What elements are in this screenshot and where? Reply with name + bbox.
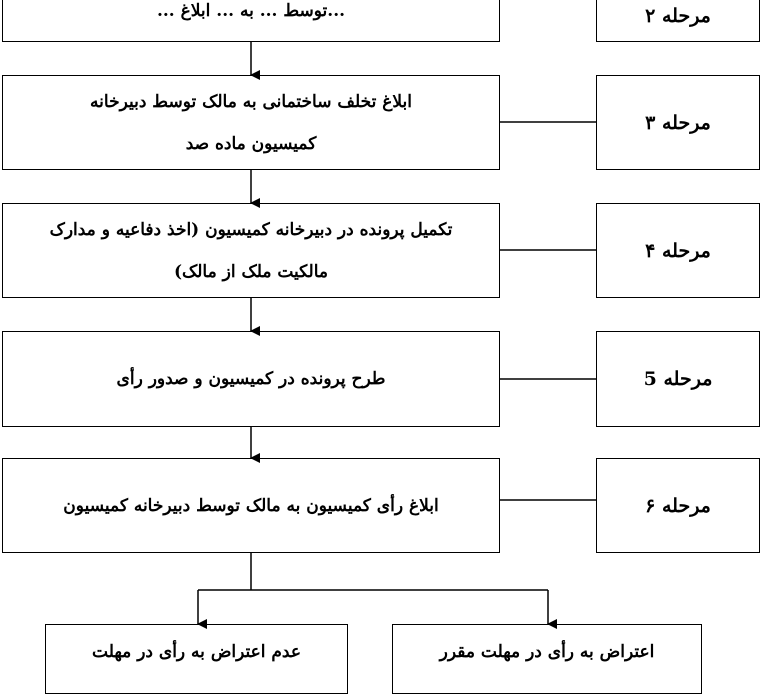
stage-4-label: مرحله ۴ (645, 239, 711, 262)
step-3-line-2: کمیسیون ماده صد (185, 133, 317, 154)
step-4-line-2: مالکیت ملک از مالک) (173, 261, 329, 282)
stage-6-label: مرحله ۶ (645, 494, 711, 517)
step-2-line-1: ...توسط ... به ... ابلاغ ... (156, 1, 346, 21)
step-4-line-1: تکمیل پرونده در دبیرخانه کمیسیون (اخذ دفاعیه و مدارک (49, 219, 453, 240)
outcome-no-objection-text: عدم اعتراض به رأی در مهلت (92, 642, 301, 662)
step-3-line-1: ابلاغ تخلف ساختمانی به مالک توسط دبیرخانه (90, 91, 412, 112)
stage-3-label: مرحله ۳ (645, 111, 711, 134)
stage-2-label: مرحله ۲ (645, 5, 711, 27)
outcome-objection-text: اعتراض به رأی در مهلت مقرر (439, 642, 655, 662)
stage-5-label: مرحله 5 (643, 368, 713, 390)
step-6-line-1: ابلاغ رأی کمیسیون به مالک توسط دبیرخانه کمیسیون (63, 495, 439, 516)
step-5-line-1: طرح پرونده در کمیسیون و صدور رأی (116, 369, 386, 389)
